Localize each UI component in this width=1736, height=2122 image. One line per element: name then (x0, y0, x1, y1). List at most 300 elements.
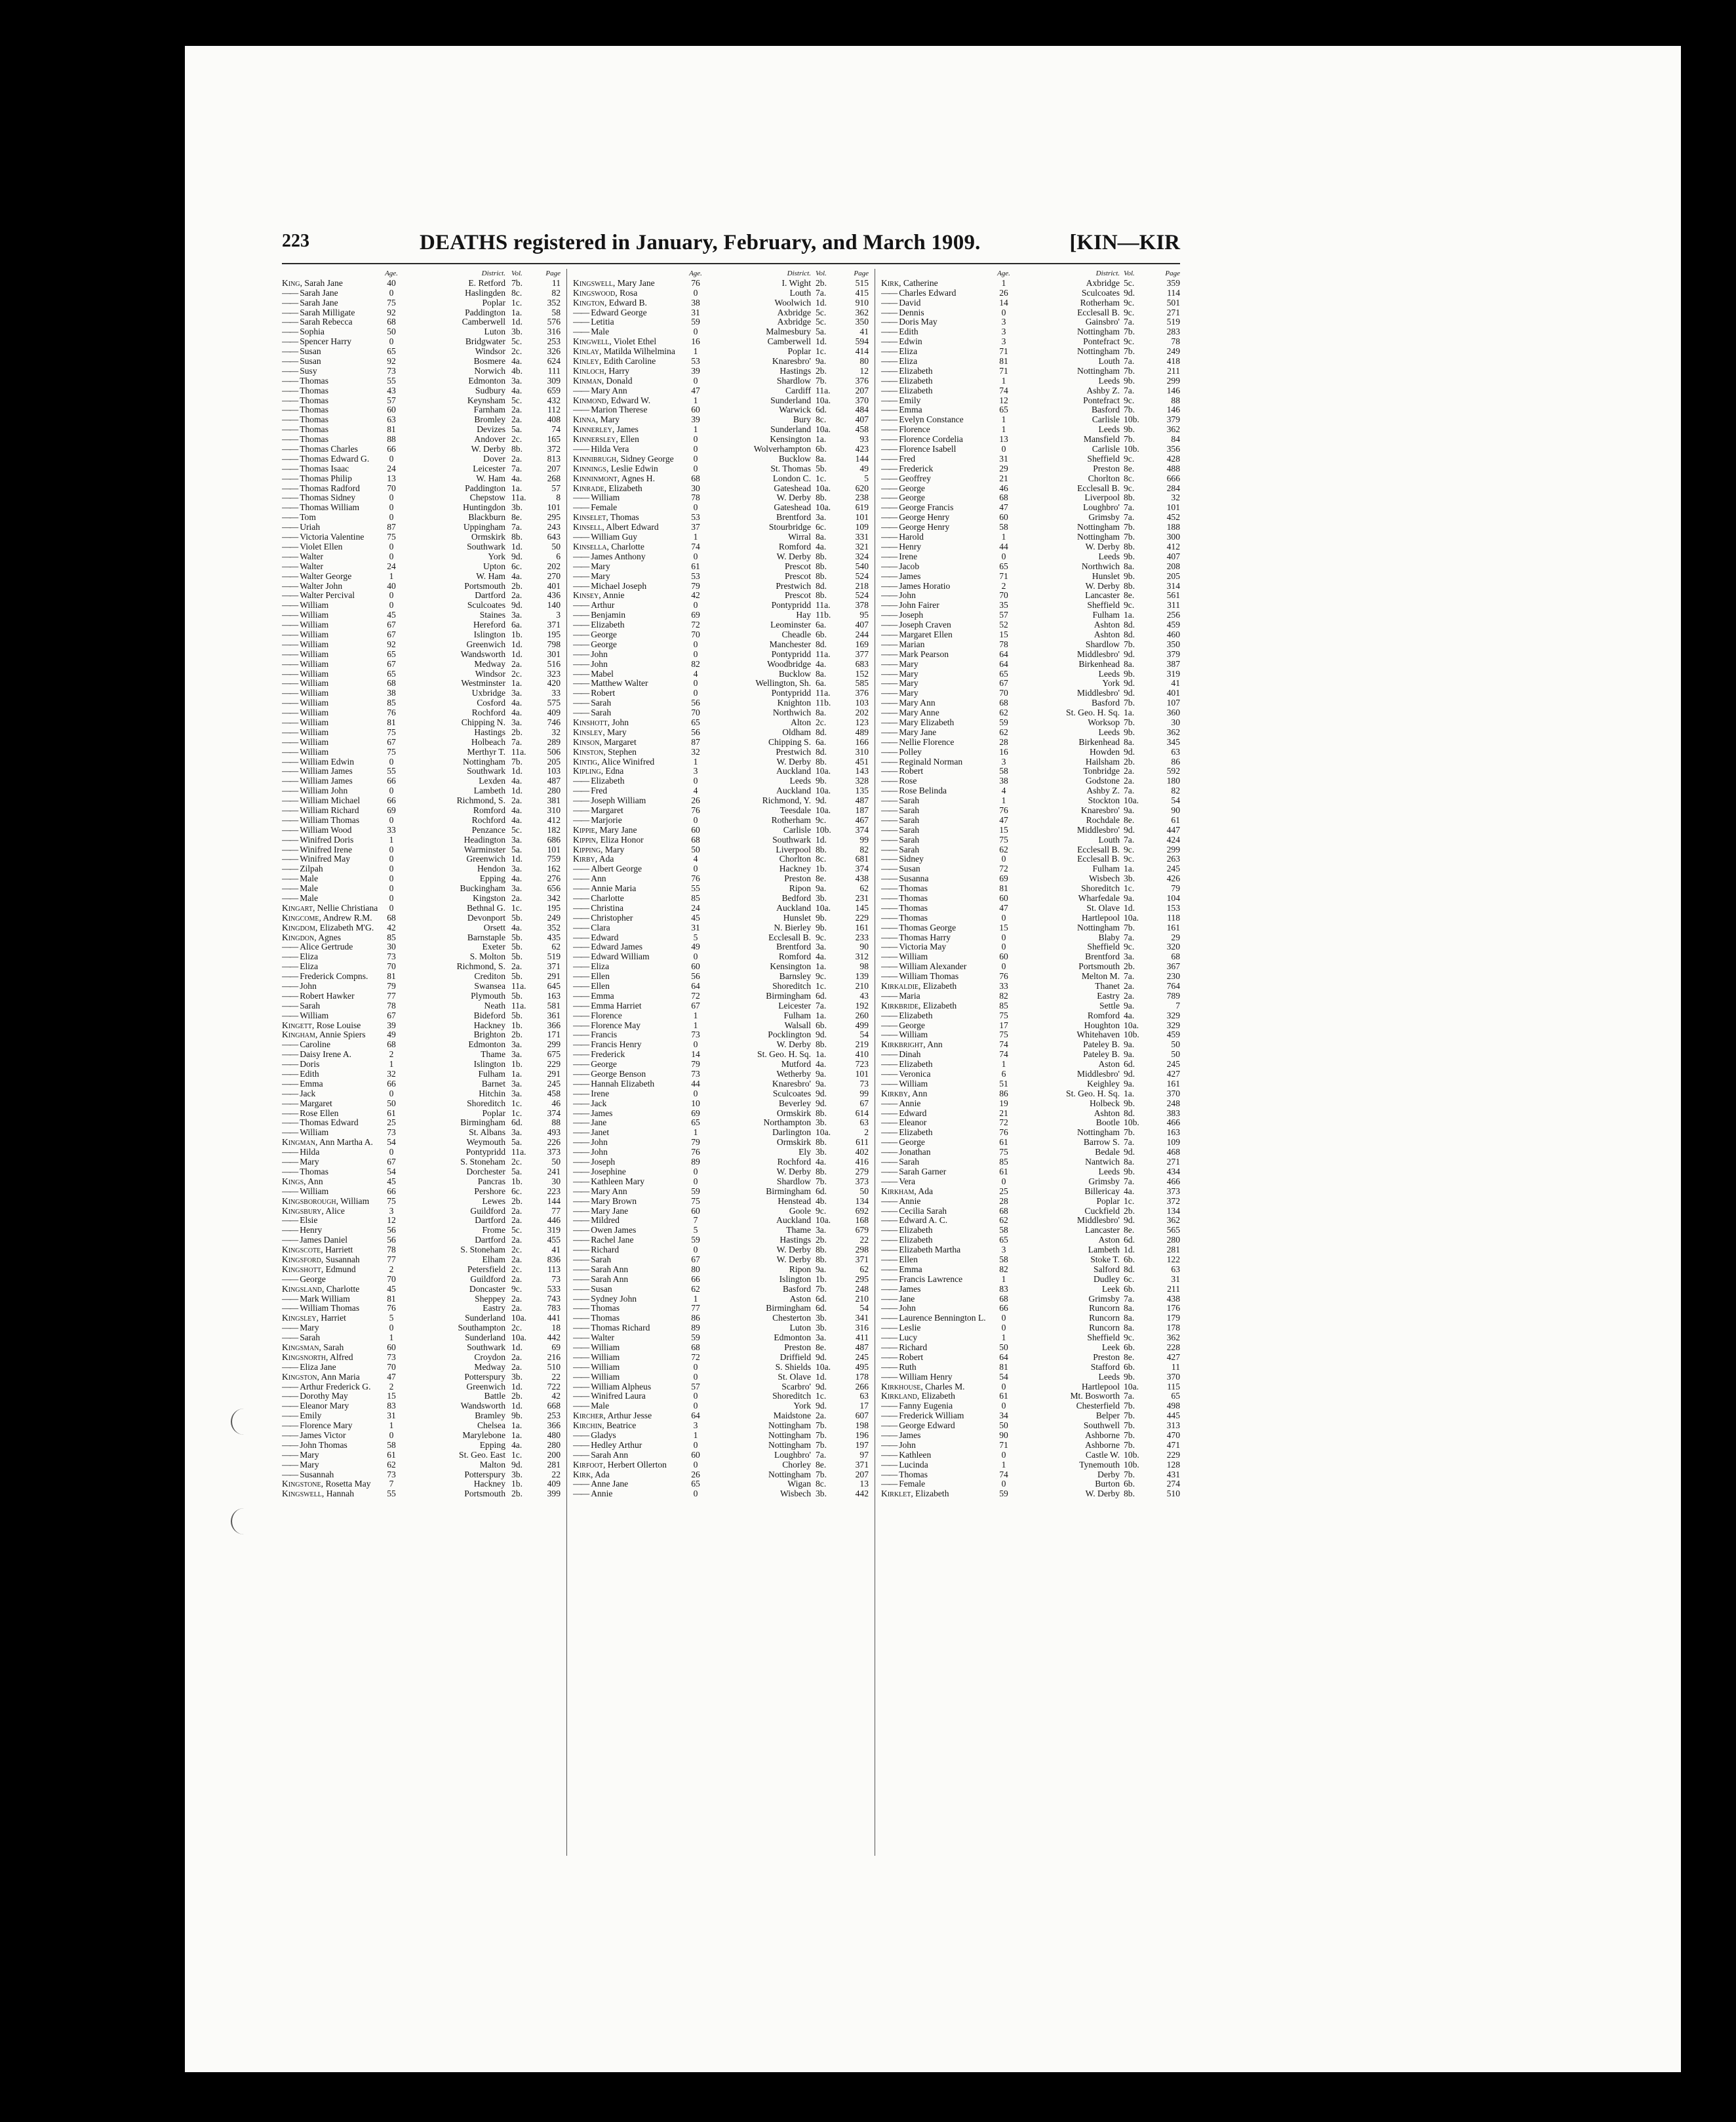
entry-volume: 5c. (816, 317, 827, 327)
entry-district: Pontypridd (771, 649, 811, 659)
entry-volume: 10a. (1124, 796, 1139, 806)
entry-volume: 6b. (1124, 1479, 1135, 1489)
entry-volume: 7b. (1124, 1470, 1135, 1479)
index-entry (881, 991, 1180, 1001)
entry-age: 66 (387, 796, 396, 806)
index-entry (282, 913, 561, 923)
entry-district: Ashton (1094, 620, 1120, 630)
entry-age: 68 (999, 698, 1008, 708)
entry-page: 515 (855, 278, 869, 288)
entry-district: Leeds (1098, 551, 1120, 561)
index-entry (282, 942, 561, 952)
index-entry (282, 298, 561, 308)
entry-age: 67 (387, 737, 396, 747)
index-entry (573, 728, 869, 738)
entry-volume: 1b. (511, 630, 523, 639)
entry-name: Kingswood, Rosa (573, 288, 638, 298)
entry-district: Ormskirk (471, 532, 505, 542)
entry-page: 313 (1166, 1421, 1180, 1431)
entry-district: Southwark (772, 835, 811, 845)
entry-name: —— Female (881, 1479, 925, 1489)
index-entry (573, 982, 869, 991)
entry-volume: 8b. (1124, 1489, 1135, 1499)
entry-page: 798 (547, 639, 561, 649)
entry-name: Kinston, Stephen (573, 747, 637, 757)
entry-name: —— Sarah Ann (573, 1265, 628, 1275)
entry-name: —— Fanny Eugenia (881, 1401, 953, 1411)
entry-age: 1 (693, 1020, 698, 1030)
entry-volume: 4a. (511, 571, 523, 581)
index-entry (881, 1391, 1180, 1401)
entry-age: 1 (389, 1060, 394, 1070)
index-entry (881, 357, 1180, 367)
entry-page: 362 (1166, 727, 1180, 737)
entry-page: 341 (855, 1313, 869, 1323)
entry-page: 270 (547, 571, 561, 581)
index-entry (881, 1089, 1180, 1099)
entry-volume: 1a. (1124, 611, 1135, 620)
entry-district: Nottingham (463, 757, 505, 767)
entry-name: —— George (573, 1060, 617, 1070)
entry-volume: 3a. (1124, 952, 1135, 962)
index-entry (573, 933, 869, 943)
entry-district: Godstone (1085, 776, 1120, 786)
index-entry (881, 1138, 1180, 1148)
entry-age: 59 (999, 717, 1008, 727)
entry-age: 81 (387, 425, 396, 435)
entry-district: Middlesbro' (1076, 689, 1120, 698)
entry-page: 309 (547, 376, 561, 386)
entry-age: 62 (387, 1460, 396, 1470)
entry-name: —— Mary Jane (881, 728, 936, 738)
entry-volume: 10a. (816, 767, 831, 776)
entry-name: —— Albert George (573, 864, 642, 874)
entry-age: 26 (999, 288, 1008, 298)
entry-page: 233 (855, 932, 869, 942)
entry-age: 0 (389, 337, 394, 347)
entry-volume: 9b. (1124, 551, 1135, 561)
index-entry (282, 689, 561, 698)
index-entry (573, 1363, 869, 1372)
entry-name: —— Sarah (881, 1157, 919, 1167)
entry-name: —— Female (573, 503, 617, 513)
index-entry (881, 767, 1180, 776)
entry-name: —— George Francis (881, 503, 953, 513)
entry-district: Paddington (465, 308, 505, 317)
index-entry (282, 1479, 561, 1489)
entry-name: —— Edward (573, 933, 618, 943)
index-entry (881, 1177, 1180, 1187)
entry-name: Kirkaldie, Elizabeth (881, 982, 957, 991)
entry-name: —— Hedley Arthur (573, 1441, 642, 1451)
index-entry (282, 1294, 561, 1304)
entry-name: Kircher, Arthur Jesse (573, 1411, 652, 1421)
entry-district: St. Geo. East (459, 1450, 505, 1460)
entry-page: 144 (547, 1196, 561, 1206)
index-entry (573, 718, 869, 728)
entry-name: —— Florence (881, 425, 930, 435)
index-entry (282, 698, 561, 708)
entry-district: Sheppey (475, 1294, 505, 1304)
entry-district: S. Stoneham (460, 1157, 505, 1167)
entry-district: Fulham (1092, 611, 1120, 620)
index-entry (573, 1235, 869, 1245)
entry-name: Kirkby, Ann (881, 1089, 928, 1098)
entry-volume: 4a. (816, 1157, 827, 1167)
entry-age: 65 (387, 347, 396, 357)
entry-district: Norwich (474, 366, 505, 376)
entry-district: Auckland (776, 1216, 811, 1226)
entry-age: 0 (693, 503, 698, 513)
entry-district: Ecclesall B. (1077, 308, 1120, 317)
entry-volume: 8e. (1124, 1226, 1135, 1235)
entry-page: 205 (1166, 571, 1180, 581)
index-entry (881, 864, 1180, 874)
entry-age: 44 (999, 542, 1008, 551)
entry-district: Thame (481, 1050, 505, 1060)
entry-age: 0 (389, 551, 394, 561)
entry-page: 836 (547, 1254, 561, 1264)
entry-page: 80 (859, 357, 869, 367)
entry-volume: 10a. (816, 1128, 831, 1138)
entry-volume: 2a. (511, 1304, 523, 1313)
entry-page: 42 (551, 1391, 561, 1401)
entry-name: Kingstone, Rosetta May (282, 1479, 371, 1489)
entry-age: 39 (691, 366, 700, 376)
entry-volume: 9d. (816, 1401, 827, 1411)
entry-age: 78 (691, 493, 700, 503)
entry-district: W. Derby (471, 445, 505, 454)
entry-district: Birkenhead (1078, 659, 1120, 669)
entry-volume: 6b. (816, 1020, 827, 1030)
entry-district: Hereford (473, 620, 505, 630)
index-entry (881, 435, 1180, 445)
entry-name: —— Eleanor Mary (282, 1401, 349, 1411)
entry-name: —— Thomas (881, 1470, 928, 1480)
entry-page: 415 (855, 288, 869, 298)
entry-name: Kingsman, Sarah (282, 1342, 344, 1352)
entry-volume: 7b. (1124, 366, 1135, 376)
entry-district: Middlesbro' (1076, 825, 1120, 835)
entry-age: 75 (387, 298, 396, 308)
entry-page: 679 (855, 1226, 869, 1235)
index-entry (573, 425, 869, 435)
entry-district: Nottingham (1077, 347, 1120, 357)
entry-volume: 7a. (816, 288, 827, 298)
entry-name: —— William (282, 718, 328, 728)
index-entry (282, 806, 561, 816)
entry-name: Kinley, Edith Caroline (573, 357, 656, 367)
entry-volume: 7b. (816, 1440, 827, 1450)
entry-age: 31 (691, 923, 700, 932)
entry-age: 75 (999, 1148, 1008, 1157)
entry-volume: 5c. (816, 308, 827, 317)
entry-name: —— Richard (573, 1245, 619, 1255)
entry-district: Elham (482, 1254, 505, 1264)
entry-volume: 9c. (816, 932, 827, 942)
entry-name: —— Robert (573, 689, 615, 698)
entry-age: 65 (691, 717, 700, 727)
entry-page: 326 (547, 347, 561, 357)
entry-page: 6 (556, 551, 561, 561)
entry-age: 0 (1001, 962, 1006, 972)
entry-page: 111 (547, 366, 561, 376)
entry-volume: 7b. (511, 757, 523, 767)
entry-volume: 10b. (1124, 1460, 1139, 1470)
entry-name: —— Winifred May (282, 854, 350, 864)
entry-district: Louth (1098, 835, 1120, 845)
entry-volume: 10a. (1124, 1020, 1139, 1030)
entry-district: Dartford (475, 591, 505, 601)
index-entry (282, 1001, 561, 1011)
entry-name: —— James Daniel (282, 1235, 347, 1245)
entry-volume: 11a. (511, 747, 526, 757)
index-entry (881, 367, 1180, 376)
entry-age: 74 (691, 542, 700, 551)
entry-age: 28 (999, 737, 1008, 747)
entry-volume: 4a. (511, 776, 523, 786)
entry-volume: 6a. (816, 620, 827, 630)
index-entry (282, 1138, 561, 1148)
entry-district: E. Retford (468, 278, 505, 288)
entry-name: —— Frederick (881, 464, 933, 474)
entry-district: Axbridge (1086, 278, 1120, 288)
entry-district: Belper (1095, 1411, 1120, 1421)
entry-page: 54 (1171, 796, 1180, 806)
entry-page: 414 (855, 347, 869, 357)
index-entry (573, 1411, 869, 1421)
index-entry (881, 396, 1180, 406)
entry-district: Hackney (473, 1020, 505, 1030)
entry-age: 3 (693, 1421, 698, 1431)
entry-name: —— Dorothy May (282, 1391, 348, 1401)
index-entry (881, 972, 1180, 982)
entry-volume: 1c. (816, 982, 827, 991)
entry-page: 442 (547, 1333, 561, 1343)
entry-age: 67 (387, 1157, 396, 1167)
entry-district: Nottingham (1077, 327, 1120, 337)
entry-page: 374 (855, 864, 869, 874)
entry-district: S. Shields (775, 1362, 811, 1372)
entry-page: 493 (547, 1128, 561, 1138)
entry-volume: 2c. (511, 1157, 523, 1167)
entry-page: 101 (1166, 503, 1180, 513)
entry-volume: 10a. (511, 1333, 527, 1343)
entry-age: 73 (387, 1352, 396, 1362)
entry-volume: 5a. (816, 327, 827, 337)
heading-district: District. (787, 270, 811, 277)
index-entry (881, 1353, 1180, 1363)
entry-volume: 8e. (1124, 815, 1135, 825)
entry-name: —— Cecilia Sarah (881, 1207, 947, 1216)
entry-district: Edmonton (774, 1333, 811, 1343)
entry-age: 79 (691, 581, 700, 591)
entry-page: 428 (1166, 454, 1180, 464)
entry-name: —— James Horatio (881, 582, 950, 591)
entry-age: 61 (999, 1138, 1008, 1148)
entry-name: King, Sarah Jane (282, 278, 343, 288)
entry-volume: 8b. (816, 551, 827, 561)
entry-page: 316 (855, 1323, 869, 1333)
index-entry (881, 679, 1180, 689)
entry-age: 0 (1001, 308, 1006, 317)
entry-name: Kingscote, Harriett (282, 1245, 353, 1255)
entry-volume: 2a. (1124, 767, 1135, 776)
entry-volume: 5a. (511, 845, 523, 854)
entry-volume: 11b. (816, 611, 831, 620)
entry-name: —— Vera (881, 1177, 915, 1187)
entry-district: Hendon (477, 864, 505, 874)
surname-range: [KIN—KIR (1069, 231, 1180, 254)
entry-page: 245 (1166, 864, 1180, 874)
index-entry (282, 415, 561, 425)
entry-district: Knaresbro' (772, 357, 811, 367)
entry-district: Sculcoates (772, 1089, 811, 1098)
index-entry (282, 728, 561, 738)
entry-district: Sheffield (1087, 942, 1120, 952)
index-entry (881, 1265, 1180, 1275)
entry-age: 72 (691, 620, 700, 630)
entry-name: —— Robert (881, 1353, 923, 1363)
entry-district: St. Olave (1086, 903, 1120, 913)
entry-volume: 6a. (816, 737, 827, 747)
entry-volume: 8e. (1124, 464, 1135, 473)
entry-name: Kinnibrugh, Sidney George (573, 454, 674, 464)
entry-volume: 3a. (511, 835, 523, 845)
entry-age: 66 (387, 445, 396, 454)
index-entry (282, 542, 561, 552)
entry-age: 1 (693, 1294, 698, 1304)
entry-volume: 9d. (816, 1098, 827, 1108)
entry-age: 0 (693, 1040, 698, 1050)
entry-age: 0 (693, 1176, 698, 1186)
entry-page: 280 (547, 1440, 561, 1450)
entry-age: 85 (387, 698, 396, 708)
index-entry (573, 582, 869, 591)
entry-age: 62 (999, 727, 1008, 737)
entry-district: Howden (1089, 747, 1120, 757)
index-entry (573, 1099, 869, 1109)
index-entry (282, 1245, 561, 1255)
entry-page: 109 (1166, 1138, 1180, 1148)
entry-name: Kinselet, Thomas (573, 513, 639, 523)
index-entry (573, 552, 869, 562)
entry-page: 645 (547, 982, 561, 991)
entry-page: 371 (855, 1460, 869, 1470)
entry-district: Poplar (1096, 1196, 1120, 1206)
entry-volume: 3b. (816, 1489, 827, 1499)
entry-page: 519 (547, 952, 561, 962)
entry-name: —— George (881, 493, 925, 503)
entry-volume: 8a. (1124, 659, 1135, 669)
entry-name: —— Ellen (881, 1255, 918, 1265)
entry-page: 180 (1166, 776, 1180, 786)
entry-page: 22 (551, 1470, 561, 1479)
index-entry (881, 289, 1180, 298)
entry-name: —— Tom (282, 513, 316, 523)
entry-age: 68 (691, 473, 700, 483)
entry-name: —— Josephine (573, 1167, 626, 1177)
entry-age: 68 (691, 1342, 700, 1352)
entry-district: Sculcoates (1081, 288, 1120, 298)
entry-age: 73 (387, 366, 396, 376)
entry-name: —— William (282, 1187, 328, 1197)
entry-page: 219 (855, 1040, 869, 1050)
entry-page: 367 (1166, 962, 1180, 972)
entry-page: 299 (1166, 376, 1180, 386)
entry-district: Chelsea (477, 1421, 505, 1431)
entry-name: —— William (282, 620, 328, 630)
entry-volume: 10b. (1124, 1118, 1139, 1128)
entry-age: 1 (389, 571, 394, 581)
entry-page: 459 (1166, 620, 1180, 630)
entry-district: Grimsby (1088, 513, 1120, 523)
entry-name: —— Kathleen Mary (573, 1177, 644, 1187)
index-entry (282, 1187, 561, 1197)
entry-volume: 5b. (511, 942, 523, 952)
entry-page: 495 (855, 1362, 869, 1372)
index-entry (573, 757, 869, 767)
entry-volume: 1c. (511, 903, 523, 913)
entry-age: 0 (389, 894, 394, 903)
entry-age: 67 (387, 620, 396, 630)
entry-district: Medway (474, 1362, 505, 1372)
entry-name: —— Sydney John (573, 1294, 637, 1304)
entry-age: 75 (387, 727, 396, 737)
index-entry (881, 728, 1180, 738)
entry-age: 1 (1001, 532, 1006, 542)
entry-district: St. Geo. H. Sq. (757, 1050, 811, 1060)
entry-page: 274 (1166, 1479, 1180, 1489)
entry-age: 0 (389, 874, 394, 884)
entry-page: 18 (551, 1323, 561, 1333)
entry-name: —— Male (573, 1401, 609, 1411)
entry-page: 813 (547, 454, 561, 464)
entry-volume: 1c. (511, 1450, 523, 1460)
entry-volume: 2b. (1124, 757, 1135, 767)
entry-district: Dudley (1093, 1274, 1120, 1284)
entry-district: Derby (1097, 1470, 1120, 1479)
entry-page: 200 (547, 1450, 561, 1460)
entry-page: 248 (855, 1284, 869, 1294)
entry-page: 211 (1167, 1284, 1180, 1294)
entry-district: Islington (473, 630, 505, 639)
index-entry (282, 1021, 561, 1031)
entry-page: 63 (859, 1118, 869, 1128)
entry-volume: 9a. (816, 1079, 827, 1089)
entry-volume: 2b. (816, 278, 827, 288)
index-entry (881, 562, 1180, 572)
entry-district: Ecclesall B. (768, 932, 811, 942)
entry-page: 280 (547, 786, 561, 796)
entry-age: 67 (387, 1011, 396, 1020)
entry-age: 0 (693, 1401, 698, 1411)
entry-page: 668 (547, 1401, 561, 1411)
entry-district: Kensington (770, 962, 811, 972)
entry-page: 62 (551, 942, 561, 952)
entry-age: 1 (1001, 1274, 1006, 1284)
entry-age: 33 (999, 982, 1008, 991)
entry-age: 0 (1001, 1401, 1006, 1411)
index-entry (573, 1011, 869, 1021)
entry-name: —— Sarah Milligate (282, 308, 355, 318)
entry-name: Kipling, Edna (573, 767, 624, 776)
entry-district: Driffield (779, 1352, 811, 1362)
entry-page: 910 (855, 298, 869, 308)
entry-district: Pontefract (1083, 337, 1120, 347)
entry-district: Merthyr T. (467, 747, 505, 757)
index-entry (881, 493, 1180, 503)
